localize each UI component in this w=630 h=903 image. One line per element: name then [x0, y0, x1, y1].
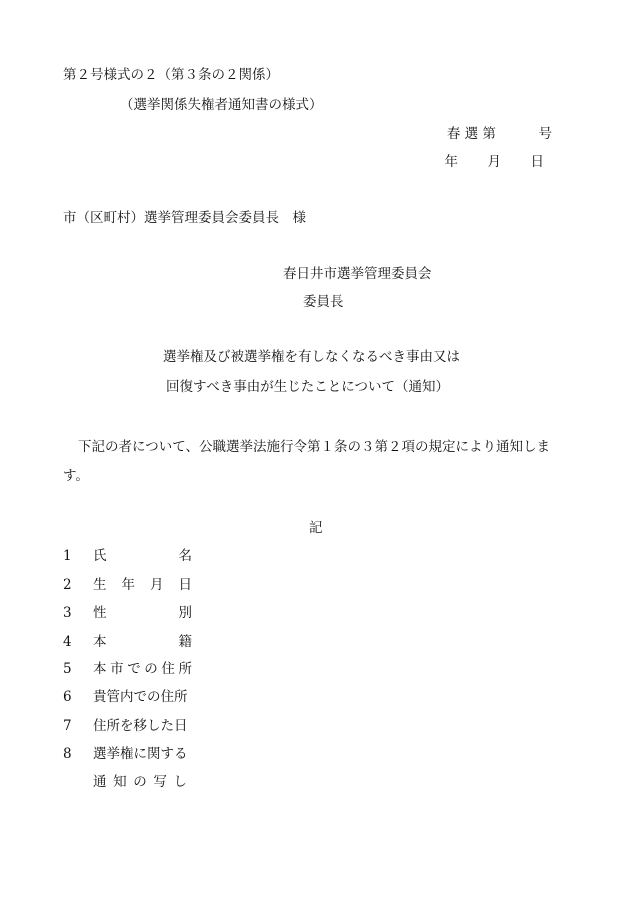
- body-text: 下記の者について、公職選挙法施行令第１条の３第２項の規定により通知します。: [63, 439, 550, 484]
- list-item: [63, 663, 192, 677]
- item-number: 5: [63, 661, 72, 677]
- list-item: [63, 720, 192, 734]
- form-subtitle: （選挙関係失権者通知書の様式）: [120, 97, 323, 113]
- list-item: [63, 776, 187, 790]
- item-number: 2: [63, 577, 72, 593]
- item-number: 6: [63, 689, 72, 705]
- item-number: 8: [63, 746, 72, 762]
- item-label: 通知の写し: [93, 774, 187, 790]
- item-number: 3: [63, 605, 72, 621]
- list-item: [63, 579, 192, 593]
- list-item: [63, 691, 192, 705]
- list-item: [63, 748, 192, 762]
- item-label: 貴管内での住所: [93, 689, 188, 705]
- document-number-prefix: 春 選 第: [446, 126, 496, 142]
- item-number: 4: [63, 634, 72, 650]
- subject-line-2: 回復すべき事由が生じたことについて（通知）: [166, 379, 449, 395]
- list-item: [63, 607, 192, 621]
- document-date: 年 月 日: [444, 154, 552, 170]
- sender-title: 委員長: [303, 294, 344, 310]
- ki-heading: 記: [309, 520, 323, 536]
- item-label: 本市での住所: [93, 661, 192, 677]
- item-label: 氏名: [93, 548, 192, 564]
- item-label: 生年月日: [93, 577, 192, 593]
- document-number-suffix: 号: [538, 126, 552, 142]
- list-item: [63, 636, 192, 650]
- item-number: 1: [63, 548, 72, 564]
- item-label: 本籍: [93, 634, 192, 650]
- sender-organization: 春日井市選挙管理委員会: [283, 266, 432, 282]
- item-label: 選挙権に関する: [93, 746, 188, 762]
- subject-line-1: 選挙権及び被選挙権を有しなくなるべき事由又は: [163, 349, 460, 365]
- addressee: 市（区町村）選挙管理委員会委員長 様: [63, 210, 306, 226]
- list-item: [63, 550, 192, 564]
- item-label: 住所を移した日: [93, 718, 188, 734]
- item-number: 7: [63, 718, 72, 734]
- item-label: 性別: [93, 605, 192, 621]
- form-number: 第２号様式の２（第３条の２関係）: [63, 67, 279, 83]
- document-number: [447, 128, 552, 142]
